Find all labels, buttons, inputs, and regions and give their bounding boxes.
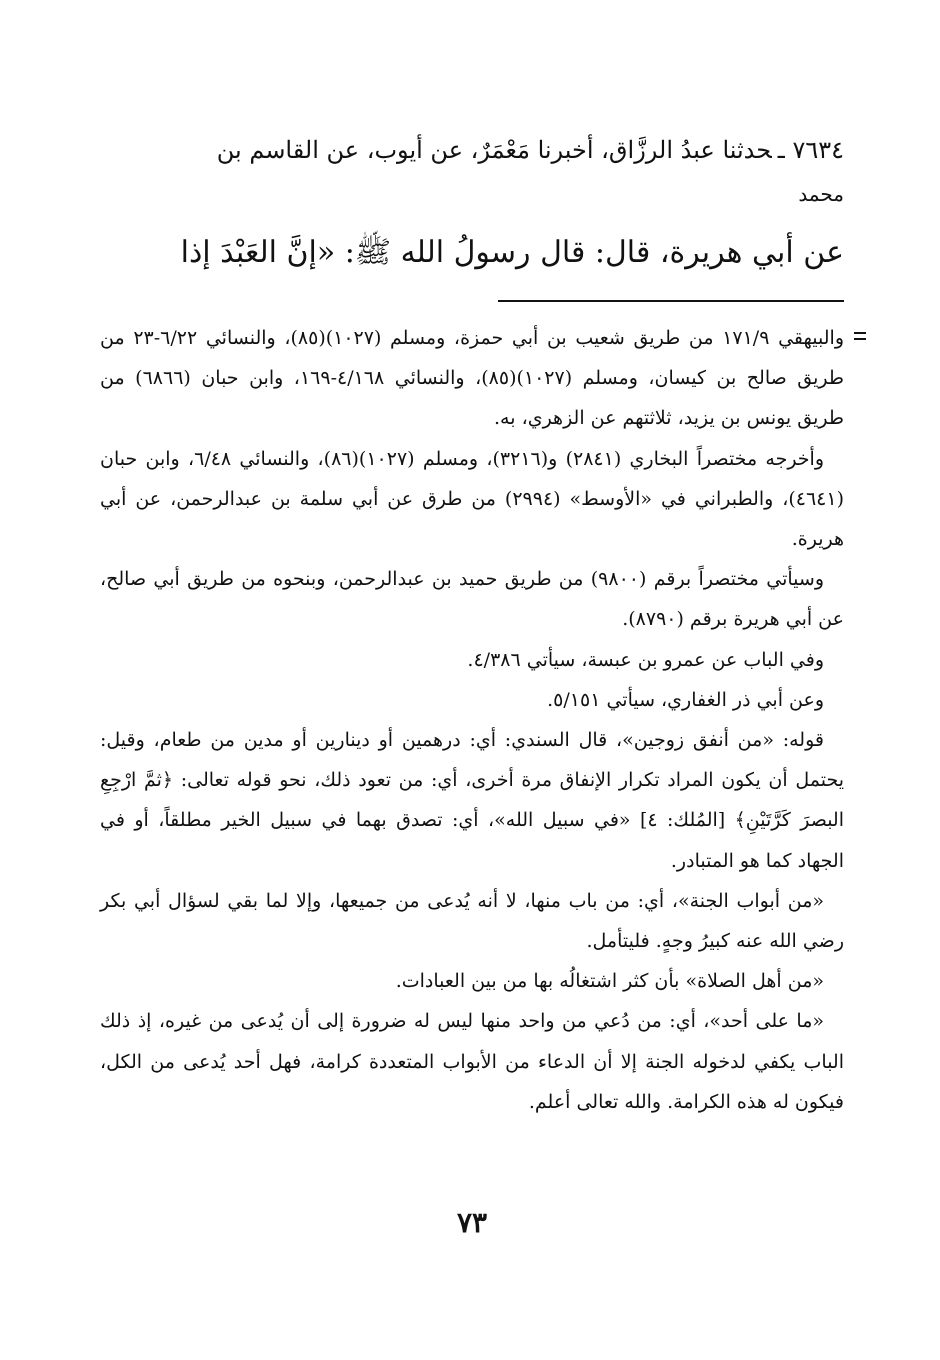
continuation-mark-icon	[854, 332, 866, 334]
footnote-paragraph: قوله: «من أنفق زوجين»، قال السندي: أي: درهمين أو دينارين أو مدين من طعام، وقيل: يحتمل أن يكون المراد تكرار الإنفاق مرة أخرى، أي: من تعود ذلك، نحو قوله تعالى: ﴿ثمَّ ارْجِعِ البصرَ كَرَّتَيْنِ﴾ [المُلك: ٤] «في سبيل الله»، أي: تصدق بهما في سبيل الخير مطلقاً، أو في الجهاد كما هو المتبادر.	[100, 729, 844, 872]
hadith-number: ٧٦٣٤ ـ	[777, 136, 844, 164]
hadith-first-line	[100, 128, 844, 173]
page-number: ٧٣	[456, 1206, 488, 1239]
footnotes	[100, 318, 844, 1122]
footnote-paragraph: «ما على أحد»، أي: من دُعي من واحد منها ليس له ضرورة إلى أن يُدعى من غيره، إذ ذلك الباب يكفي لدخوله الجنة إلا أن الدعاء من الأبواب المتعددة كرامة، فهل أحد يُدعى من الكل، فيكون له هذه الكرامة. والله تعالى أعلم.	[100, 1010, 844, 1113]
hadith-isnad-end: محمد	[798, 182, 844, 206]
footnote-paragraph: وفي الباب عن عمرو بن عبسة، سيأتي ٤/٣٨٦.	[467, 648, 824, 671]
hadith-text	[100, 128, 844, 215]
book-page	[100, 0, 844, 1360]
hadith-isnad: حدثنا عبدُ الرزَّاق، أخبرنا مَعْمَرٌ، عن أيوب، عن القاسم بن	[216, 136, 772, 164]
footnote-paragraph: وأخرجه مختصراً البخاري (٢٨٤١) و(٣٢١٦)، ومسلم (١٠٢٧)(٨٦)، والنسائي ٦/٤٨، وابن حبان (٤٦٤١)، والطبراني في «الأوسط» (٢٩٩٤) من طرق عن أبي سلمة بن عبدالرحمن، عن أبي هريرة.	[100, 447, 845, 551]
footnote-paragraph: «من أهل الصلاة» بأن كثر اشتغالُه بها من بين العبادات.	[395, 970, 824, 993]
footnote-paragraph: وعن أبي ذر الغفاري، سيأتي ٥/١٥١.	[547, 688, 824, 711]
footnote-paragraph: وسيأتي مختصراً برقم (٩٨٠٠) من طريق حميد بن عبدالرحمن، وبنحوه من طريق أبي صالح، عن أبي هريرة برقم (٨٧٩٠).	[100, 568, 844, 631]
footnote-paragraph: «من أبواب الجنة»، أي: من باب منها، لا أنه يُدعى من جميعها، وإلا لما بقي لسؤال أبي بكر رضي الله عنه كبيرُ وجهٍ. فليتأمل.	[100, 889, 844, 953]
hadith-matn: عن أبي هريرة، قال: قال رسولُ الله ﷺ: «إنَّ العَبْدَ إذا	[180, 235, 844, 270]
footnote-paragraph: والبيهقي ١٧١/٩ من طريق شعيب بن أبي حمزة، ومسلم (١٠٢٧)(٨٥)، والنسائي ٦/٢٢-٢٣ من طريق صالح بن كيسان، ومسلم (١٠٢٧)(٨٥)، والنسائي ٤/١٦٨-١٦٩، وابن حبان (٦٨٦٦) من طريق يونس بن يزيد، ثلاثتهم عن الزهري، به.	[100, 327, 845, 430]
footnote-separator	[498, 300, 844, 302]
